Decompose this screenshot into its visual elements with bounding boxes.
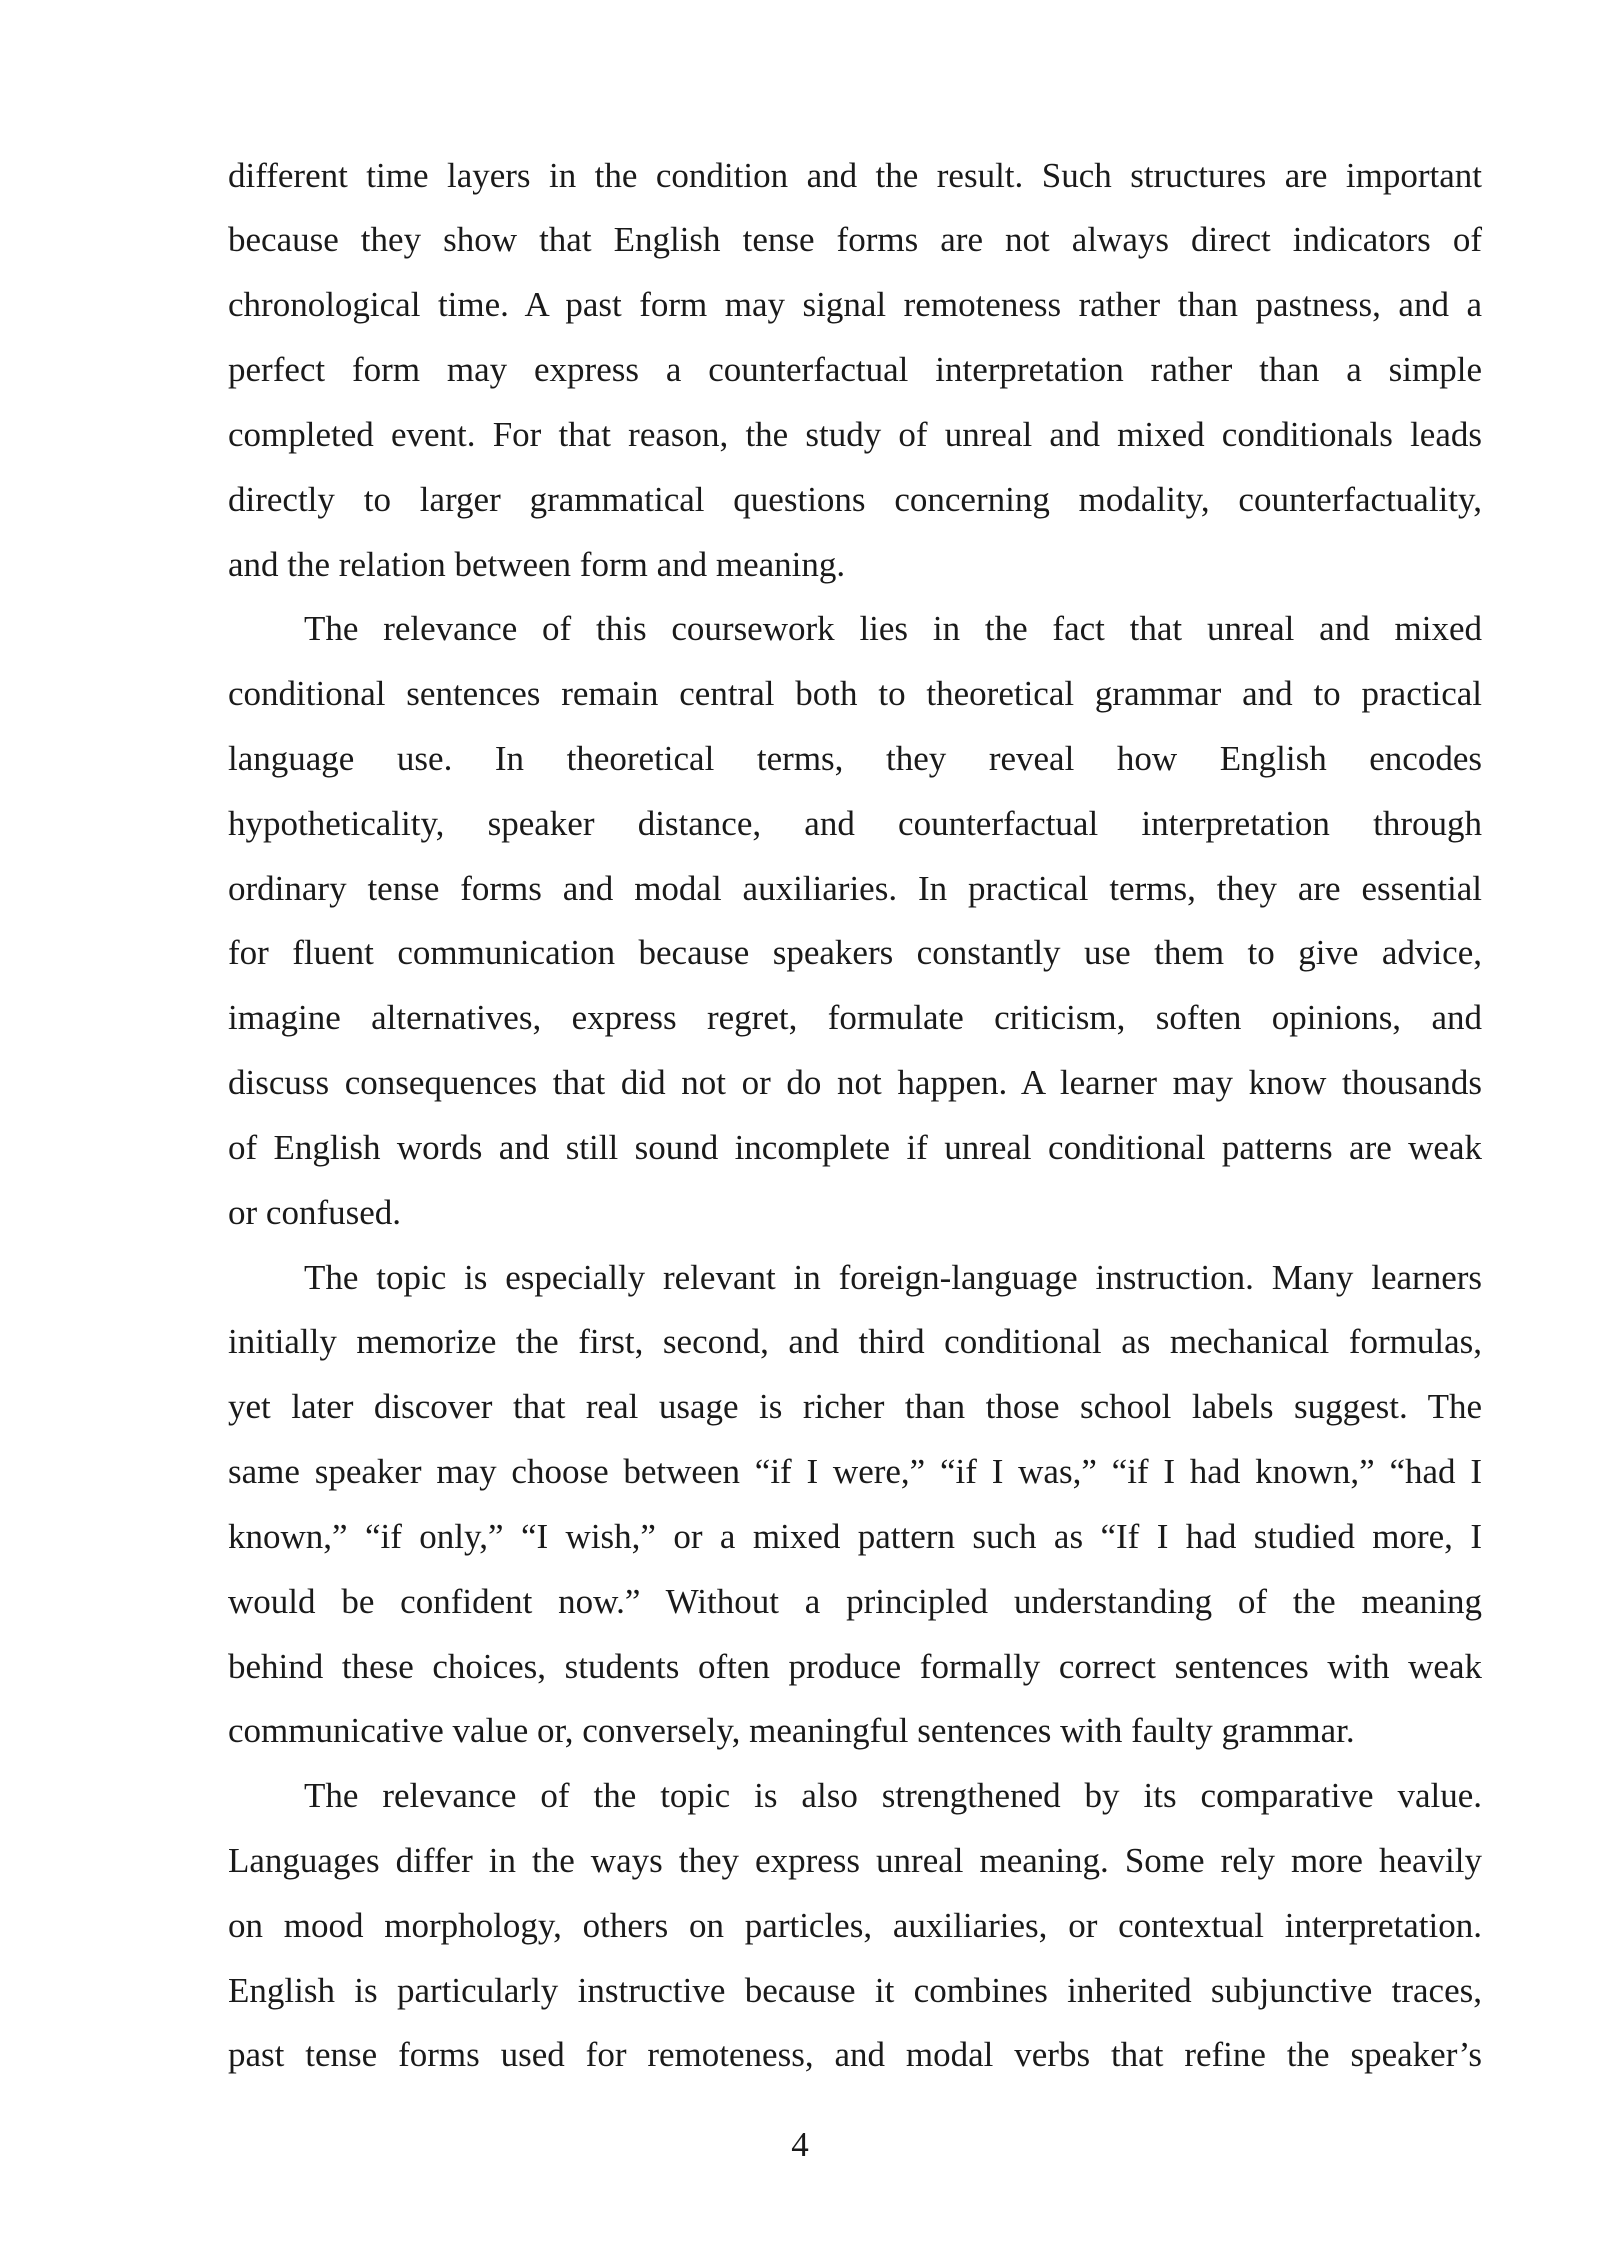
text-line: initially memorize the first, second, and third conditional as mechanical formulas,	[228, 1322, 1482, 1362]
text-line: conditional sentences remain central both to theoretical grammar and to practical	[228, 674, 1482, 714]
text-line: different time layers in the condition and the result. Such structures are important	[228, 155, 1482, 195]
text-line: yet later discover that real usage is richer than those school labels suggest. The	[228, 1387, 1482, 1427]
text-line: discuss consequences that did not or do not happen. A learner may know thousands	[228, 1063, 1482, 1103]
text-line: same speaker may choose between “if I were,” “if I was,” “if I had known,” “had I	[228, 1452, 1482, 1491]
text-line: The relevance of this coursework lies in the fact that unreal and mixed	[304, 609, 1482, 649]
text-line: or confused.	[228, 1192, 402, 1232]
text-line: of English words and still sound incomplete if unreal conditional patterns are weak	[228, 1127, 1482, 1167]
text-line: hypotheticality, speaker distance, and counterfactual interpretation through	[228, 803, 1482, 843]
text-line: past tense forms used for remoteness, and modal verbs that refine the speaker’s	[228, 2035, 1482, 2075]
text-line: known,” “if only,” “I wish,” or a mixed pattern such as “If I had studied more, I	[228, 1516, 1482, 1556]
text-line: would be confident now.” Without a principled understanding of the meaning	[228, 1581, 1482, 1621]
text-line: communicative value or, conversely, meaningful sentences with faulty grammar.	[228, 1711, 1355, 1751]
text-line: because they show that English tense forms are not always direct indicators of	[228, 220, 1482, 260]
text-line: completed event. For that reason, the study of unreal and mixed conditionals leads	[228, 414, 1482, 454]
text-line: English is particularly instructive because it combines inherited subjunctive traces,	[228, 1970, 1482, 2010]
text-line: ordinary tense forms and modal auxiliaries. In practical terms, they are essential	[228, 868, 1482, 908]
text-line: The relevance of the topic is also strengthened by its comparative value.	[304, 1776, 1482, 1816]
text-line: language use. In theoretical terms, they reveal how English encodes	[228, 739, 1482, 778]
text-line: on mood morphology, others on particles, auxiliaries, or contextual interpretation.	[228, 1905, 1482, 1945]
text-line: Languages differ in the ways they express unreal meaning. Some rely more heavily	[228, 1840, 1482, 1880]
page-number: 4	[791, 2125, 809, 2164]
text-line: behind these choices, students often produce formally correct sentences with weak	[228, 1646, 1482, 1686]
text-line: perfect form may express a counterfactual interpretation rather than a simple	[228, 350, 1482, 390]
text-line: directly to larger grammatical questions concerning modality, counterfactuality,	[228, 479, 1482, 519]
text-line: chronological time. A past form may signal remoteness rather than pastness, and a	[228, 285, 1482, 325]
text-line: The topic is especially relevant in foreign-language instruction. Many learners	[304, 1257, 1482, 1297]
text-line: for fluent communication because speakers constantly use them to give advice,	[228, 933, 1482, 973]
text-line: and the relation between form and meaning.	[228, 544, 846, 584]
text-line: imagine alternatives, express regret, formulate criticism, soften opinions, and	[228, 998, 1482, 1038]
